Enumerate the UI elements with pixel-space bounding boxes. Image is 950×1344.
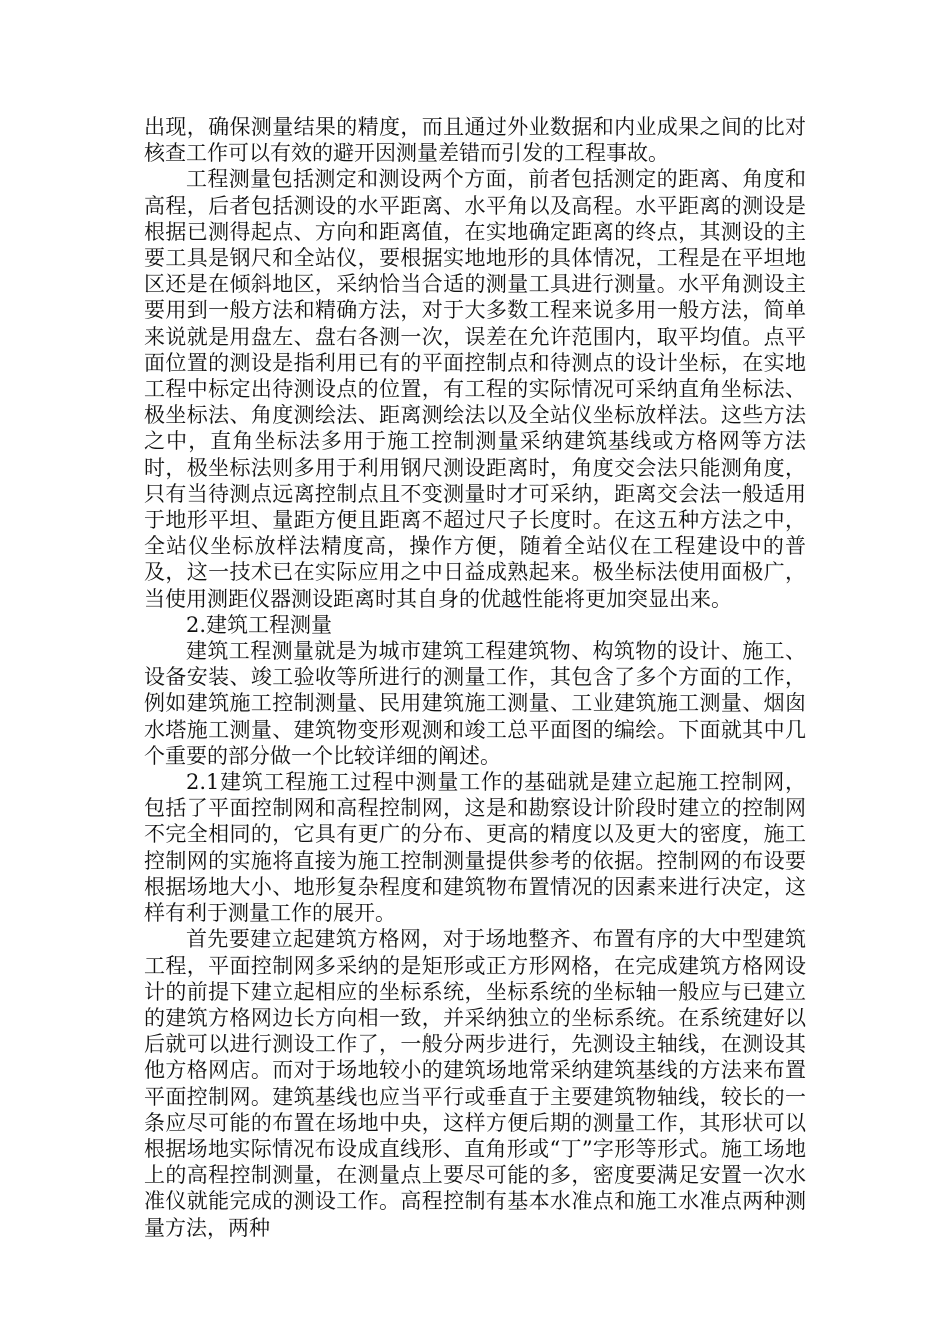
- paragraph-5: 首先要建立起建筑方格网，对于场地整齐、布置有序的大中型建筑工程，平面控制网多采纳的是矩形或正方形网格，在完成建筑方格网设计的前提下建立起相应的坐标系统，坐标系统的坐标轴一般应与已建立的建筑方格网边长方向相一致，并采纳独立的坐标系统。在系统建好以后就可以进行测设工作了，一般分两步进行，先测设主轴线，在测设其他方格网店。而对于场地较小的建筑场地常采纳建筑基线的方法来布置平面控制网。建筑基线也应当平行或垂直于主要建筑物轴线，较长的一条应尽可能的布置在场地中央，这样方便后期的测量工作，其形状可以根据场地实际情况布设成直线形、直角形或“丁”字形等形式。施工场地上的高程控制测量，在测量点上要尽可能的多，密度要满足安置一次水准仪就能完成的测设工作。高程控制有基本水准点和施工水准点两种测量方法，两种: [144, 927, 806, 1240]
- document-page: [144, 114, 806, 1241]
- paragraph-3: 建筑工程测量就是为城市建筑工程建筑物、构筑物的设计、施工、设备安装、竣工验收等所进行的测量工作，其包含了多个方面的工作，例如建筑施工控制测量、民用建筑施工测量、工业建筑施工测量、烟囱水塔施工测量、建筑物变形观测和竣工总平面图的编绘。下面就其中几个重要的部分做一个比较详细的阐述。: [144, 639, 806, 768]
- paragraph-4: 2.1建筑工程施工过程中测量工作的基础就是建立起施工控制网，包括了平面控制网和高程控制网，这是和勘察设计阶段时建立的控制网不完全相同的，它具有更广的分布、更高的精度以及更大的密度，施工控制网的实施将直接为施工控制测量提供参考的依据。控制网的布设要根据场地大小、地形复杂程度和建筑物布置情况的因素来进行决定，这样有利于测量工作的展开。: [144, 770, 806, 926]
- section-heading-2: 2.建筑工程测量: [186, 612, 333, 637]
- paragraph-2: 工程测量包括测定和测设两个方面，前者包括测定的距离、角度和高程，后者包括测设的水平距离、水平角以及高程。水平距离的测设是根据已测得起点、方向和距离值，在实地确定距离的终点，其测设的主要工具是钢尺和全站仪，要根据实地地形的具体情况，工程是在平坦地区还是在倾斜地区，采纳恰当合适的测量工具进行测量。水平角测设主要用到一般方法和精确方法，对于大多数工程来说多用一般方法，简单来说就是用盘左、盘右各测一次，误差在允许范围内，取平均值。点平面位置的测设是指利用已有的平面控制点和待测点的设计坐标，在实地工程中标定出待测设点的位置，有工程的实际情况可采纳直角坐标法、极坐标法、角度测绘法、距离测绘法以及全站仪坐标放样法。这些方法之中，直角坐标法多用于施工控制测量采纳建筑基线或方格网等方法时，极坐标法则多用于利用钢尺测设距离时，角度交会法只能测角度，只有当待测点远离控制点且不变测量时才可采纳，距离交会法一般适用于地形平坦、量距方便且距离不超过尺子长度时。在这五种方法之中，全站仪坐标放样法精度高，操作方便，随着全站仪在工程建设中的普及，这一技术已在实际应用之中日益成熟起来。极坐标法使用面极广，当使用测距仪器测设距离时其自身的优越性能将更加突显出来。: [144, 167, 806, 611]
- paragraph-1: 出现，确保测量结果的精度，而且通过外业数据和内业成果之间的比对核查工作可以有效的避开因测量差错而引发的工程事故。: [144, 115, 806, 166]
